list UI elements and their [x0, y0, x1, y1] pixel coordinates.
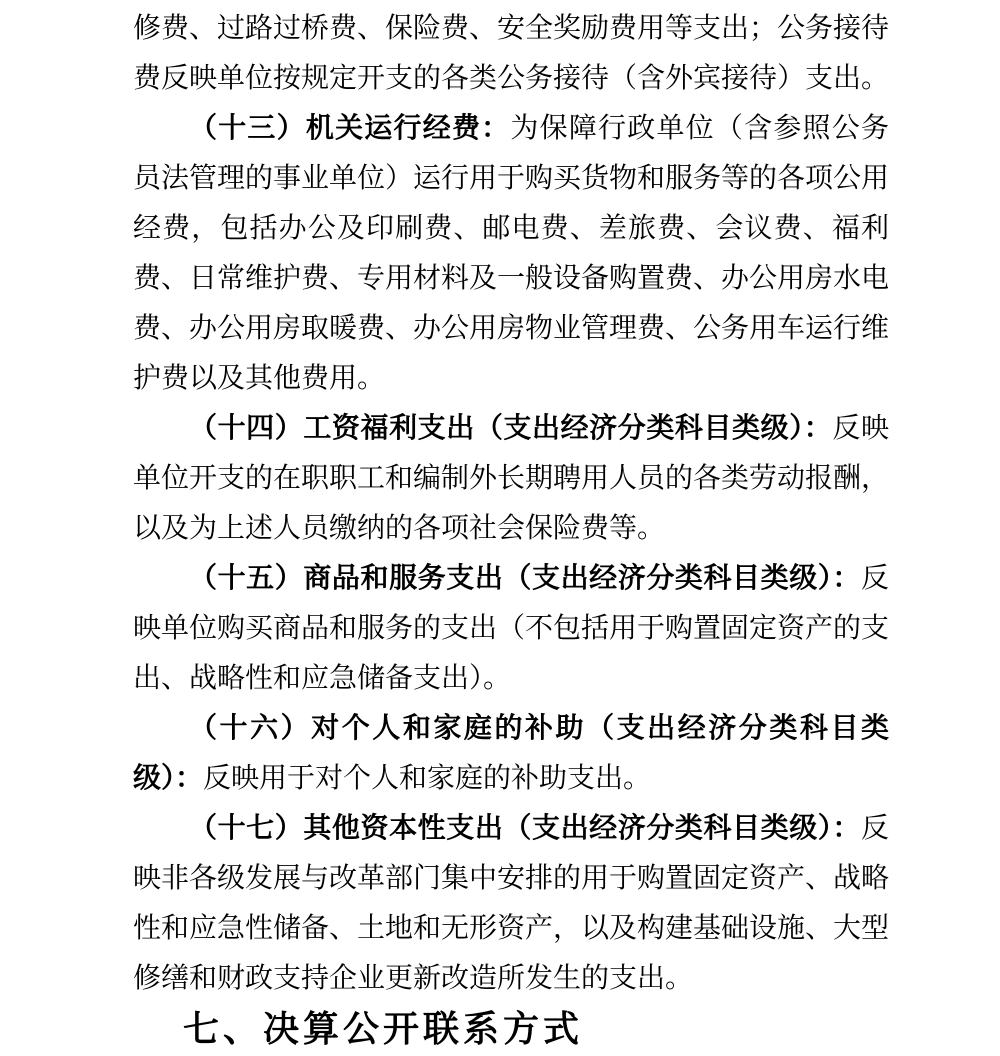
paragraph-text: 反映单位开支的在职职工和编制外长期聘用人员的各类劳动报酬，以及为上述人员缴纳的各项社会保险费等。 [133, 413, 890, 544]
paragraph-lead: （十六）对个人和家庭的补助（支出经济分类科目类级）： [133, 713, 889, 794]
paragraph-lead: （十五）商品和服务支出（支出经济分类科目类级）： [189, 563, 861, 594]
paragraph-text: 反映用于对个人和家庭的补助支出。 [203, 763, 652, 794]
paragraph-text: 反映单位购买商品和服务的支出（不包括用于购置固定资产的支出、战略性和应急储备支出）。 [133, 563, 890, 694]
paragraph-text: 反映非各级发展与改革部门集中安排的用于购置固定资产、战略性和应急性储备、土地和无形资产，以及构建基础设施、大型修缮和财政支持企业更新改造所发生的支出。 [133, 813, 890, 994]
paragraph [133, 404, 889, 554]
paragraph-text: 修费、过路过桥费、保险费、安全奖励费用等支出；公务接待费反映单位按规定开支的各类公务接待（含外宾接待）支出。 [133, 13, 890, 94]
paragraph [133, 4, 889, 104]
paragraph [133, 104, 889, 404]
paragraph [133, 704, 889, 804]
paragraph-text: 为保障行政单位（含参照公务员法管理的事业单位）运行用于购买货物和服务等的各项公用经费，包括办公及印刷费、邮电费、差旅费、会议费、福利费、日常维护费、专用材料及一般设备购置费、办公用房水电费、办公用房取暖费、办公用房物业管理费、公务用车运行维护费以及其他费用。 [133, 113, 890, 394]
paragraph-lead: （十三）机关运行经费： [189, 113, 511, 144]
document-page [133, 4, 889, 1054]
paragraph [133, 554, 889, 704]
paragraph [133, 804, 889, 1004]
paragraph-lead: （十七）其他资本性支出（支出经济分类科目类级）： [189, 813, 861, 844]
paragraph-lead: （十四）工资福利支出（支出经济分类科目类级）： [189, 413, 833, 444]
section-heading: 七、决算公开联系方式 [183, 1008, 584, 1049]
